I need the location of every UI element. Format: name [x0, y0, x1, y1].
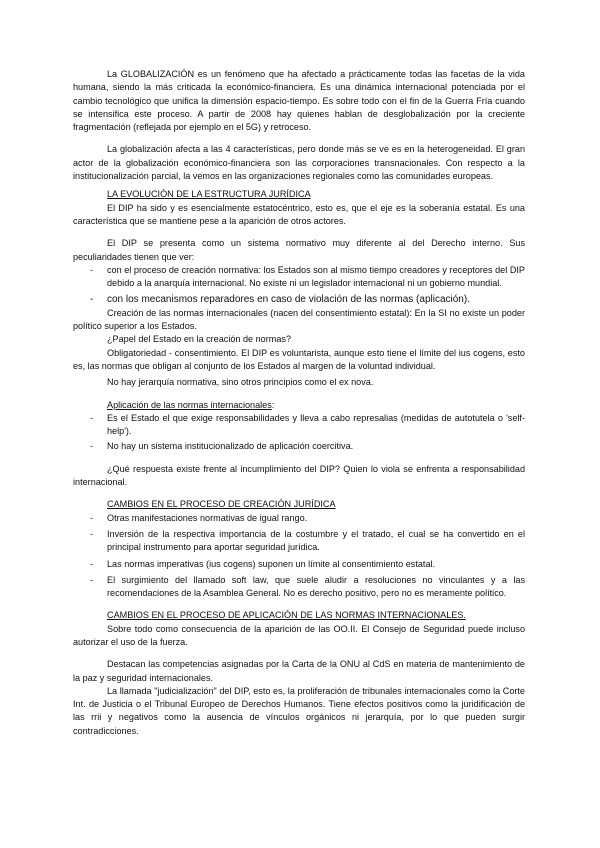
list-item [73, 293, 525, 306]
heading-evolucion-estructura: LA EVOLUCIÓN DE LA ESTRUCTURA JURÍDICA [107, 189, 311, 200]
paragraph-jerarquia: No hay jerarquía normativa, sino otros principios como el ex nova. [107, 377, 374, 388]
heading-cambios-creacion: CAMBIOS EN EL PROCESO DE CREACIÓN JURÍDICA [107, 499, 336, 510]
paragraph-papel-estado: ¿Papel del Estado en la creación de normas? [107, 334, 292, 345]
list-item-text: Otras manifestaciones normativas de igual rango. [107, 512, 308, 523]
list-peculiaridades [73, 264, 525, 307]
heading-cambios-aplicacion: CAMBIOS EN EL PROCESO DE APLICACIÓN DE LAS NORMAS INTERNACIONALES. [107, 610, 466, 621]
bullet-dash: - [90, 574, 94, 585]
paragraph-estatocentrico: El DIP ha sido y es esencialmente estatocéntrico, esto es, que el eje es la soberanía estatal. Es una característica que se mantiene pese a la aparición de otros actores. [73, 202, 525, 226]
list-cambios-creacion [73, 512, 525, 601]
list-item-text: El surgimiento del llamado soft law, que suele aludir a resoluciones no vinculantes y a las recomendaciones de la Asamblea General. No es derecho positivo, pero no es meramente político. [107, 574, 525, 599]
paragraph-creacion-normas: Creación de las normas internacionales (nacen del consentimiento estatal): En la SI no existe un poder político superior a los Estados. [73, 307, 525, 332]
bullet-dash: - [90, 264, 94, 275]
paragraph-caracteristicas: La globalización afecta a las 4 características, pero donde más se ve es en la heterogeneidad. El gran actor de la globalización económico-financiera son las corporaciones transnacionales. Con respecto a la institucionalización parcial, la vemos en las organizaciones regionales como las comunidades europeas. [73, 144, 525, 182]
list-item-text: No hay un sistema institucionalizado de aplicación coercitiva. [107, 441, 354, 452]
paragraph-obligatoriedad: Obligatoriedad - consentimiento. El DIP es voluntarista, aunque esto tiene el límite del ius cogens, esto es, las normas que obligan al conjunto de los Estados al margen de la voluntad individual. [73, 347, 525, 371]
list-item [73, 264, 525, 291]
heading-aplicacion-colon: : [271, 399, 275, 410]
list-item [73, 412, 525, 439]
bullet-dash: - [90, 294, 94, 306]
list-item [73, 512, 525, 525]
paragraph-judicializacion: La llamada "judicialización" del DIP, esto es, la proliferación de tribunales internacionales como la Corte Int. de Justicia o el Tribunal Europeo de Derechos Humanos. Tiene efectos positivos como la juridificación de las rrii y negativos como la ausencia de vínculos orgánicos ni jerarquía, por lo que pueden surgir contradicciones. [73, 685, 525, 736]
list-item-text: con los mecanismos reparadores en caso de violación de las normas (aplicación). [107, 294, 470, 306]
bullet-dash: - [90, 558, 94, 569]
heading-aplicacion-normas [107, 399, 525, 412]
list-item [73, 574, 525, 601]
list-item-text: Es el Estado el que exige responsabilidades y lleva a cabo represalias (medidas de autotutela o 'self-help'). [107, 412, 525, 437]
bullet-dash: - [90, 441, 94, 452]
list-item-text: con el proceso de creación normativa: los Estados son al mismo tiempo creadores y receptores del DIP debido a la anarquía internacional. No existe ni un legislador internacional ni un gobierno mundial. [107, 264, 525, 289]
paragraph-incumplimiento: ¿Qué respuesta existe frente al incumplimiento del DIP? Quien lo viola se enfrenta a responsabilidad internacional. [73, 463, 525, 488]
paragraph-oo-ii: Sobre todo como consecuencia de la aparición de las OO.II. El Consejo de Seguridad puede incluso autorizar el uso de la fuerza. [73, 623, 525, 647]
bullet-dash: - [90, 512, 94, 523]
heading-aplicacion-text: Aplicación de las normas internacionales [107, 399, 272, 410]
list-item [73, 528, 525, 555]
list-aplicacion [73, 412, 525, 454]
list-item [73, 440, 525, 453]
paragraph-sistema-normativo: El DIP se presenta como un sistema normativo muy diferente al del Derecho interno. Sus peculiaridades tienen que ver: [73, 238, 525, 262]
list-item-text: Las normas imperativas (ius cogens) suponen un límite al consentimiento estatal. [107, 558, 436, 569]
list-item-text: Inversión de la respectiva importancia de la costumbre y el tratado, el cual se ha convertido en el principal instrumento para aportar seguridad jurídica. [107, 528, 525, 553]
paragraph-globalizacion: La GLOBALIZACIÓN es un fenómeno que ha afectado a prácticamente todas las facetas de la vida humana, siendo la más criticada la económico-financiera. Es una dinámica internacional potenciada por el cambio tecnológico que unifica la dimensión espacio-tiempo. Es sobre todo con el fin de la Guerra Fría cuando se intensifica este proceso. A partir de 2008 hay quienes hablan de desglobalización por la creciente fragmentación (reflejada por ejemplo en el 5G) y retroceso. [73, 69, 525, 133]
list-item [73, 558, 525, 571]
bullet-dash: - [90, 528, 94, 539]
document-page [73, 68, 525, 738]
paragraph-competencias-cds: Destacan las competencias asignadas por la Carta de la ONU al CdS en materia de mantenimiento de la paz y seguridad internacionales. [73, 659, 525, 683]
bullet-dash: - [90, 412, 94, 423]
